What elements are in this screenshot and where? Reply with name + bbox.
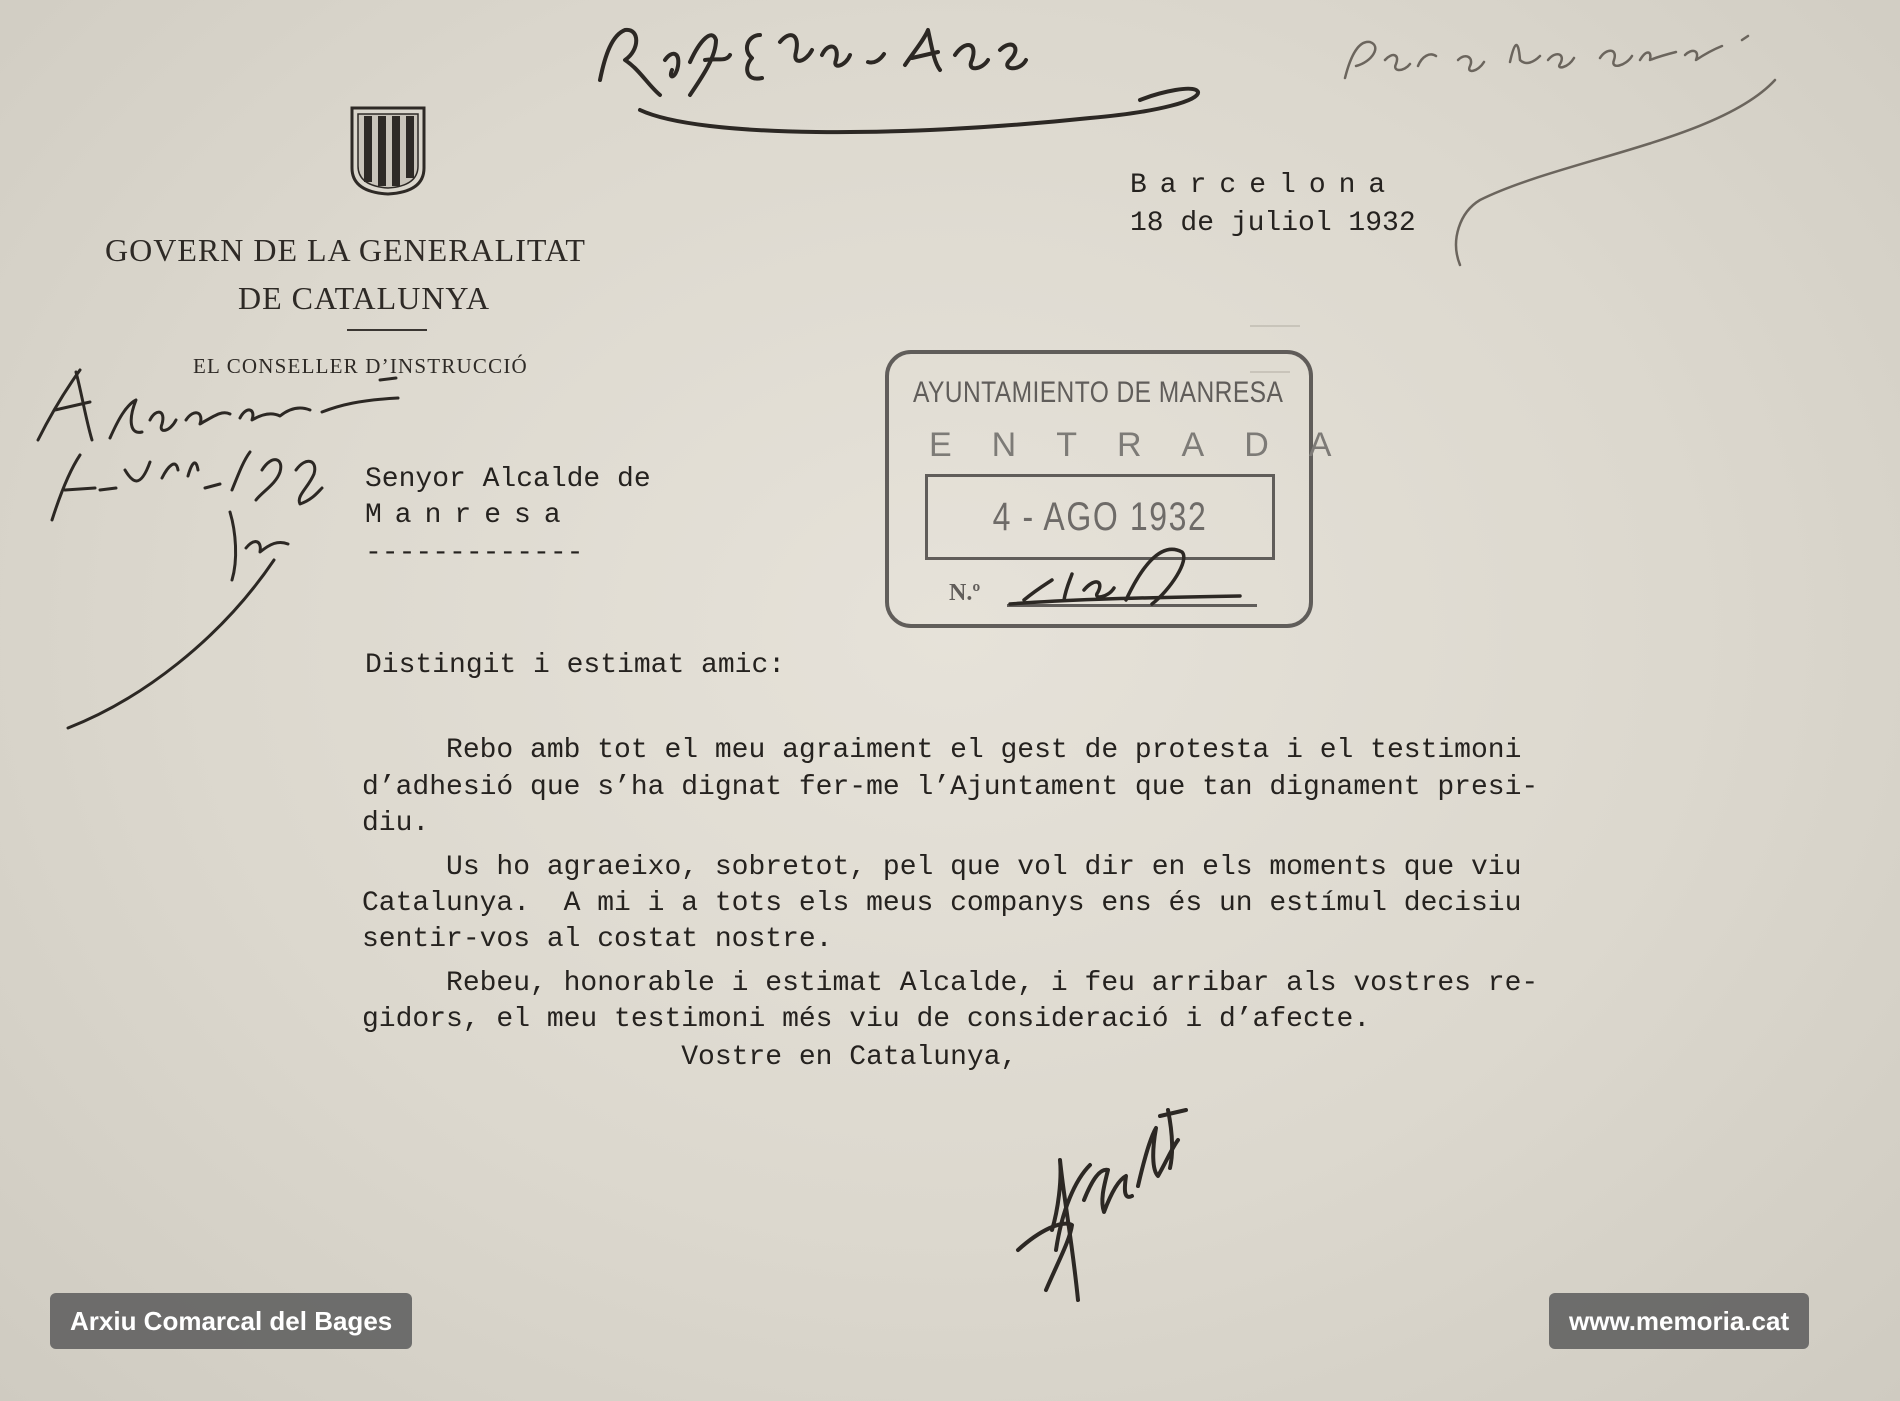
body-line: Us ho agraeixo, sobretot, pel que vol dir en els moments que viu <box>362 852 1522 883</box>
letterhead-rule <box>347 329 427 331</box>
dateline-date: 18 de juliol 1932 <box>1130 208 1416 239</box>
body-line: Rebo amb tot el meu agraiment el gest de protesta i el testimoni <box>362 735 1522 766</box>
body-line: Rebeu, honorable i estimat Alcalde, i feu arribar als vostres re- <box>362 968 1539 999</box>
salutation: Distingit i estimat amic: <box>365 650 786 681</box>
archive-credit-badge: Arxiu Comarcal del Bages <box>50 1293 412 1349</box>
dateline-city: Barcelona <box>1130 170 1399 201</box>
body-line: sentir-vos al costat nostre. <box>362 924 833 955</box>
catalan-coat-of-arms-icon <box>350 106 426 196</box>
letterhead-department: EL CONSELLER D’INSTRUCCIÓ <box>193 354 528 378</box>
stamp-date-box <box>925 474 1275 560</box>
handwritten-registry-note <box>600 30 1198 132</box>
body-line: diu. <box>362 808 430 839</box>
letterhead-title-line1: GOVERN DE LA GENERALITAT <box>105 232 586 268</box>
registration-stamp <box>885 350 1372 628</box>
stamp-number-line <box>1007 604 1257 607</box>
website-credit-badge[interactable]: www.memoria.cat <box>1549 1293 1809 1349</box>
stamp-number-label: N.º <box>949 580 981 606</box>
stamp-entrada: ENTRADA <box>929 426 1372 464</box>
addressee-line2: Manresa <box>365 500 574 531</box>
body-line: Catalunya. A mi i a tots els meus companys ens és un estímul decisiu <box>362 888 1522 919</box>
body-line: d’adhesió que s’ha dignat fer-me l’Ajuntament que tan dignament presi- <box>362 772 1539 803</box>
addressee-underline: ------------- <box>365 538 584 569</box>
handwritten-margin-note <box>38 370 398 728</box>
body-line: Vostre en Catalunya, <box>362 1042 1018 1073</box>
handwritten-signature <box>1018 1110 1186 1300</box>
stamp-title: AYUNTAMIENTO DE MANRESA <box>913 376 1284 409</box>
letterhead-title-line2: DE CATALUNYA <box>238 280 491 316</box>
addressee-line1: Senyor Alcalde de <box>365 464 651 495</box>
stamp-date: 4 - AGO 1932 <box>992 495 1208 539</box>
body-line: gidors, el meu testimoni més viu de consideració i d’afecte. <box>362 1004 1371 1035</box>
